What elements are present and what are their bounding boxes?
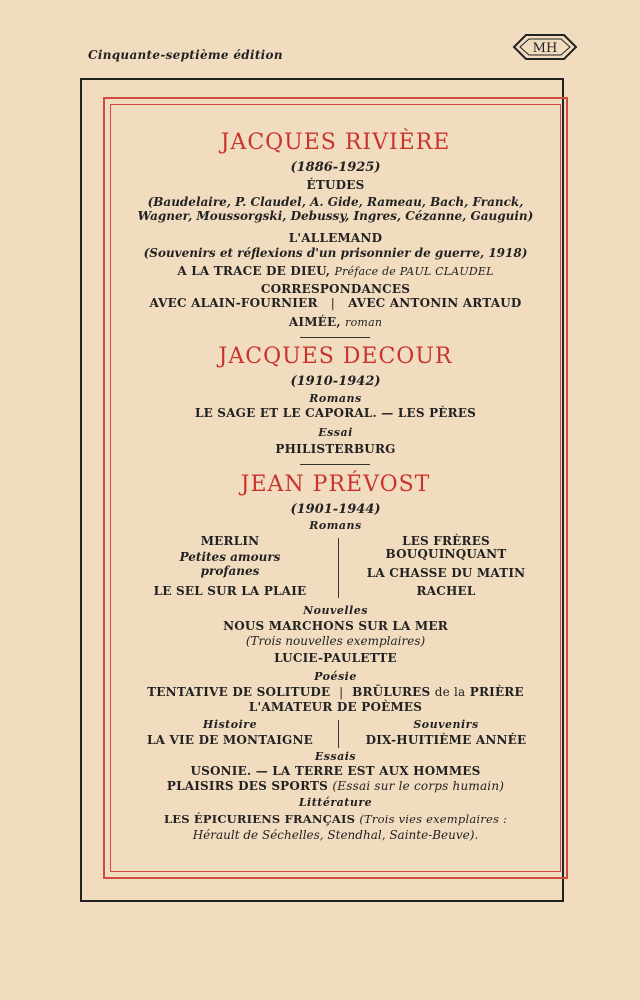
riviere-aimee-genre: roman (345, 316, 383, 329)
prevost-nouvelles-1-sub: (Trois nouvelles exemplaires) (245, 634, 426, 648)
prevost-romans-left-4: LE SEL SUR LA PLAIE (153, 584, 307, 598)
prevost-histoire-heading: Histoire (202, 718, 258, 731)
prevost-histoire: LA VIE DE MONTAIGNE (147, 733, 313, 747)
prevost-essais-1: USONIE. — LA TERRE EST AUX HOMMES (190, 764, 481, 778)
prevost-poesie-right-b: de la (434, 685, 466, 699)
prevost-poesie-right-a: BRÛLURES (352, 685, 431, 699)
riviere-trace (110, 264, 561, 278)
riviere-allemand-title: L'ALLEMAND (288, 231, 383, 245)
prevost-litt-1a: LES ÉPICURIENS FRANÇAIS (163, 812, 356, 826)
prevost-romans-heading: Romans (309, 519, 362, 532)
author-decour: JACQUES DECOUR (218, 344, 453, 369)
prevost-romans-right-4: RACHEL (416, 584, 476, 598)
prevost-nouvelles-heading: Nouvelles (303, 604, 368, 617)
prevost-nouvelles-2: LUCIE-PAULETTE (274, 651, 397, 665)
riviere-allemand-sub: (Souvenirs et réflexions d'un prisonnier de guerre, 1918) (143, 246, 528, 260)
riviere-dates: (1886-1925) (290, 160, 381, 175)
author-prevost: JEAN PRÉVOST (240, 472, 431, 497)
riviere-trace-title: A LA TRACE DE DIEU, (177, 264, 331, 278)
logo-text: MH (532, 41, 558, 56)
histoire-column-divider (338, 720, 339, 748)
prevost-romans-right-1: LES FRÈRES (402, 534, 490, 548)
riviere-etudes-title: ÉTUDES (306, 178, 365, 192)
author-riviere: JACQUES RIVIÈRE (220, 130, 451, 155)
divider-rule-1 (300, 337, 370, 338)
prevost-essais-heading: Essais (314, 750, 357, 763)
prevost-romans-left-1: MERLIN (200, 534, 260, 548)
decour-dates: (1910-1942) (290, 374, 381, 389)
prevost-essais-2 (110, 779, 561, 793)
prevost-poesie-row (110, 685, 561, 699)
prevost-poesie-sep: | (339, 685, 344, 699)
catalog-content (110, 104, 561, 872)
prevost-romans-left-3: profanes (200, 564, 260, 578)
riviere-aimee (110, 315, 561, 329)
prevost-dates: (1901-1944) (290, 502, 381, 517)
riviere-corresp-sep: | (330, 296, 336, 310)
prevost-nouvelles-1: NOUS MARCHONS SUR LA MER (223, 619, 448, 633)
prevost-poesie-heading: Poésie (314, 670, 357, 683)
romans-column-divider (338, 538, 339, 598)
riviere-corresp-left: AVEC ALAIN-FOURNIER (149, 296, 318, 310)
prevost-essais-2a: PLAISIRS DES SPORTS (166, 779, 329, 793)
prevost-poesie-left: TENTATIVE DE SOLITUDE (147, 685, 331, 699)
prevost-romans-right-3: LA CHASSE DU MATIN (366, 566, 526, 580)
riviere-trace-preface: Préface de PAUL CLAUDEL (334, 265, 494, 278)
prevost-litt-2: Hérault de Séchelles, Stendhal, Sainte-Beuve). (192, 828, 479, 842)
riviere-etudes-list-2: Wagner, Moussorgski, Debussy, Ingres, Cézanne, Gauguin) (137, 209, 534, 223)
prevost-litt-1b: (Trois vies exemplaires : (359, 812, 508, 826)
riviere-corresp-row (110, 296, 561, 310)
prevost-essais-2b: (Essai sur le corps humain) (332, 779, 505, 793)
prevost-souvenirs: DIX-HUITIÈME ANNÉE (365, 733, 527, 747)
prevost-litt-1 (110, 812, 561, 826)
decour-essai-heading: Essai (318, 426, 353, 439)
decour-romans-heading: Romans (309, 392, 362, 405)
decour-essai: PHILISTERBURG (275, 442, 396, 456)
riviere-aimee-title: AIMÉE, (288, 315, 341, 329)
riviere-etudes-list-1: (Baudelaire, P. Claudel, A. Gide, Rameau, Bach, Franck, (147, 195, 524, 209)
decour-romans: LE SAGE ET LE CAPORAL. — LES PÈRES (194, 406, 477, 420)
prevost-poesie-2: L'AMATEUR DE POÈMES (248, 700, 423, 714)
prevost-souvenirs-heading: Souvenirs (413, 718, 479, 731)
divider-rule-2 (300, 464, 370, 465)
publisher-logo (512, 32, 578, 62)
prevost-litterature-heading: Littérature (298, 796, 373, 809)
riviere-corresp-title: CORRESPONDANCES (260, 282, 411, 296)
edition-label: Cinquante-septième édition (88, 48, 283, 62)
prevost-romans-right-2: BOUQUINQUANT (385, 547, 507, 561)
prevost-poesie-right-c: PRIÈRE (469, 685, 524, 699)
prevost-romans-left-2: Petites amours (179, 550, 281, 564)
riviere-corresp-right: AVEC ANTONIN ARTAUD (348, 296, 522, 310)
